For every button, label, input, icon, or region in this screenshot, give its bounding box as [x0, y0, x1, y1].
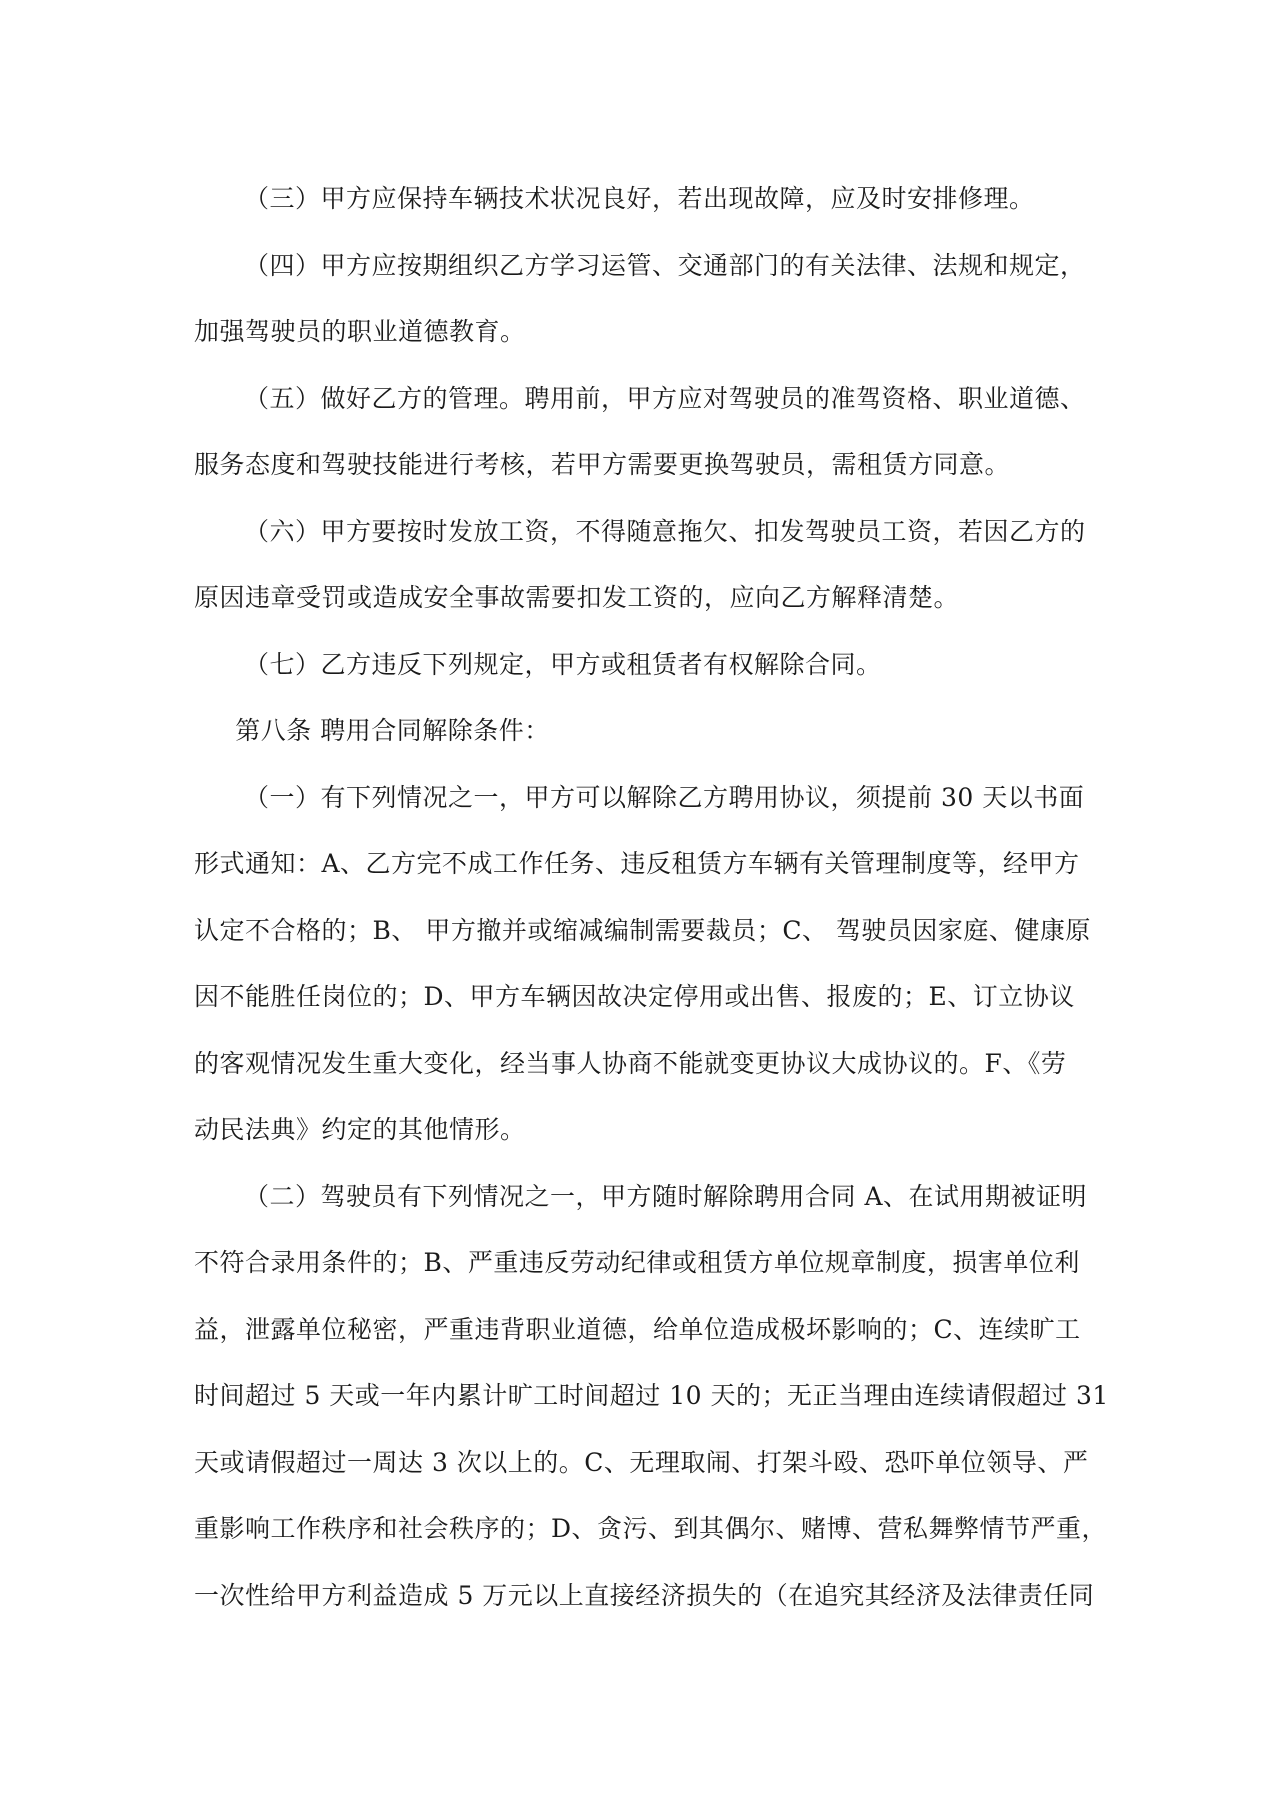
text-line: （二）驾驶员有下列情况之一，甲方随时解除聘用合同 A、在试用期被证明 — [244, 1181, 1088, 1211]
text-line: 形式通知：A、乙方完不成工作任务、违反租赁方车辆有关管理制度等，经甲方 — [194, 849, 1080, 878]
clause-6-paragraph — [194, 499, 1094, 632]
clause-3-paragraph — [194, 166, 1094, 233]
text-line: 一次性给甲方利益造成 5 万元以上直接经济损失的（在追究其经济及法律责任同 — [194, 1580, 1095, 1610]
text-line: （六）甲方要按时发放工资，不得随意拖欠、扣发驾驶员工资，若因乙方的 — [244, 516, 1086, 546]
clause-7-paragraph — [194, 632, 1094, 699]
text-line: 加强驾驶员的职业道德教育。 — [194, 317, 526, 346]
clause-4-paragraph — [194, 233, 1094, 366]
text-line: 认定不合格的；B、 甲方撤并或缩减编制需要裁员；C、 驾驶员因家庭、健康原 — [194, 915, 1091, 945]
article-8-heading — [194, 698, 1094, 765]
text-line: 天或请假超过一周达 3 次以上的。C、无理取闹、打架斗殴、恐吓单位领导、严 — [194, 1447, 1089, 1477]
document-body — [194, 166, 1109, 1629]
text-line: （七）乙方违反下列规定，甲方或租赁者有权解除合同。 — [244, 649, 882, 679]
text-line: （五）做好乙方的管理。聘用前，甲方应对驾驶员的准驾资格、职业道德、 — [244, 383, 1086, 413]
text-line: （四）甲方应按期组织乙方学习运管、交通部门的有关法律、法规和规定， — [244, 250, 1086, 280]
text-line: （一）有下列情况之一，甲方可以解除乙方聘用协议，须提前 30 天以书面 — [244, 782, 1085, 812]
article-8-item-1-paragraph — [194, 765, 1094, 1164]
text-line: （三）甲方应保持车辆技术状况良好，若出现故障，应及时安排修理。 — [244, 184, 1035, 213]
text-line: 时间超过 5 天或一年内累计旷工时间超过 10 天的；无正当理由连续请假超过 31 — [194, 1381, 1109, 1410]
clause-5-paragraph — [194, 366, 1094, 499]
text-line: 原因违章受罚或造成安全事故需要扣发工资的，应向乙方解释清楚。 — [194, 583, 960, 612]
text-line: 服务态度和驾驶技能进行考核，若甲方需要更换驾驶员，需租赁方同意。 — [194, 450, 1011, 479]
text-line: 的客观情况发生重大变化，经当事人协商不能就变更协议大成协议的。F、《劳 — [194, 1048, 1067, 1078]
text-line: 第八条 聘用合同解除条件： — [235, 716, 550, 745]
text-line: 不符合录用条件的；B、严重违反劳动纪律或租赁方单位规章制度，损害单位利 — [194, 1248, 1080, 1277]
text-line: 动民法典》约定的其他情形。 — [194, 1115, 526, 1144]
text-line: 益，泄露单位秘密，严重违背职业道德，给单位造成极坏影响的；C、连续旷工 — [194, 1314, 1081, 1344]
article-8-item-2-paragraph — [194, 1164, 1109, 1630]
text-line: 重影响工作秩序和社会秩序的；D、贪污、到其偶尔、赌博、营私舞弊情节严重， — [194, 1514, 1108, 1543]
text-line: 因不能胜任岗位的；D、甲方车辆因故决定停用或出售、报废的；E、订立协议 — [194, 982, 1075, 1011]
